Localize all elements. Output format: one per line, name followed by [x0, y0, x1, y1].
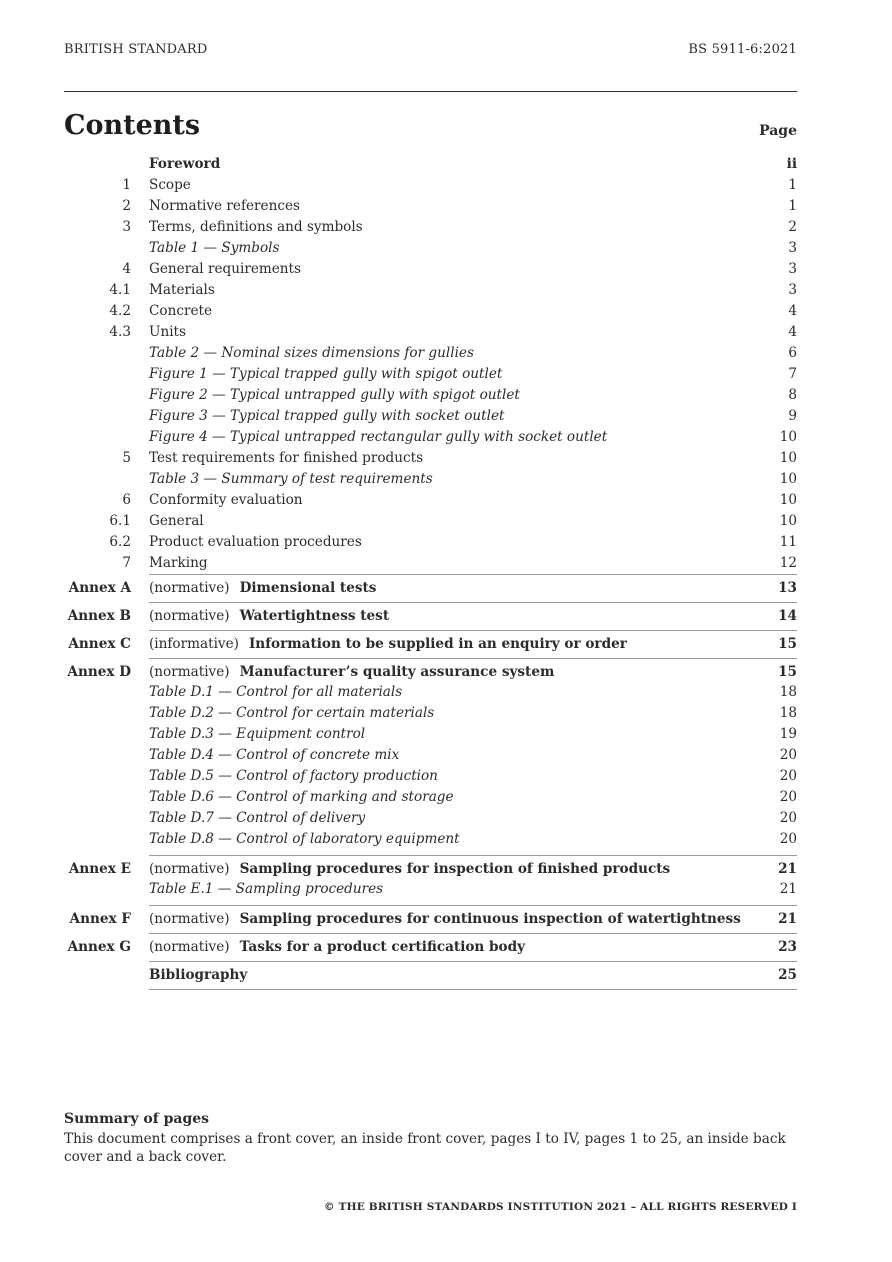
toc-entry-page: 9 — [788, 408, 797, 424]
toc-entry-page: 1 — [788, 198, 797, 214]
annex-subentry-title: Table D.5 — Control of factory production — [149, 768, 438, 784]
annex-title-group — [149, 631, 627, 658]
bibliography-title: Bibliography — [149, 967, 248, 983]
annex-page: 15 — [778, 636, 797, 652]
toc-entry[interactable] — [64, 427, 797, 448]
header-document-number: BS 5911-6:2021 — [688, 42, 797, 57]
annex-subentry-page: 18 — [779, 684, 797, 700]
toc-entry-page: 2 — [788, 219, 797, 235]
toc-entry-page: 3 — [788, 282, 797, 298]
toc-entry-title: General requirements — [149, 261, 301, 277]
annex-entry[interactable] — [64, 934, 797, 961]
toc-entry[interactable] — [64, 364, 797, 385]
annex-page: 21 — [778, 861, 797, 877]
toc-entry-title: Table 1 — Symbols — [149, 240, 280, 256]
toc-entry[interactable] — [64, 532, 797, 553]
toc-entry-number: 6.2 — [109, 534, 131, 550]
toc-entry[interactable] — [64, 280, 797, 301]
toc-entry-title: Figure 2 — Typical untrapped gully with spigot outlet — [149, 387, 520, 403]
page-title: Contents — [64, 110, 201, 141]
toc-entry[interactable] — [64, 406, 797, 427]
annex-title: Sampling procedures for inspection of finished products — [239, 861, 671, 877]
toc-entry-number: 2 — [122, 198, 131, 214]
bibliography-bottom-rule — [149, 989, 797, 990]
toc-entry[interactable] — [64, 238, 797, 259]
toc-entry-page: ii — [786, 156, 797, 172]
annex-title: Dimensional tests — [239, 580, 377, 596]
toc-entry-title: Marking — [149, 555, 208, 571]
annex-subentry-title: Table D.8 — Control of laboratory equipment — [149, 831, 460, 847]
toc-entry[interactable] — [64, 385, 797, 406]
annex-subentry-page: 20 — [779, 789, 797, 805]
annex-subentry-page: 19 — [779, 726, 797, 742]
annex-title: Manufacturer’s quality assurance system — [239, 664, 555, 680]
annex-subentry[interactable] — [64, 879, 797, 900]
annex-label: Annex F — [69, 911, 131, 927]
annex-type: (informative) — [149, 636, 239, 652]
toc-entry[interactable] — [64, 490, 797, 511]
annex-type: (normative) — [149, 911, 230, 927]
toc-entry-page: 10 — [779, 429, 797, 445]
annex-subentry-page: 20 — [779, 768, 797, 784]
bibliography-entry[interactable] — [64, 962, 797, 989]
toc-entry-page: 1 — [788, 177, 797, 193]
toc-entry-page: 12 — [779, 555, 797, 571]
toc-entry[interactable] — [64, 259, 797, 280]
toc-entry-number: 4.2 — [109, 303, 131, 319]
annex-subentry[interactable] — [64, 829, 797, 850]
annex-entry[interactable] — [64, 575, 797, 602]
toc-entry-page: 4 — [788, 303, 797, 319]
annex-subentry[interactable] — [64, 766, 797, 787]
toc-entry-number: 7 — [122, 555, 131, 571]
toc-entry-page: 3 — [788, 261, 797, 277]
toc-entry-title: Foreword — [149, 156, 221, 172]
toc-entry[interactable] — [64, 301, 797, 322]
header-rule — [64, 91, 797, 92]
toc-entry-number: 5 — [122, 450, 131, 466]
annex-title: Tasks for a product certification body — [239, 939, 526, 955]
toc-entry[interactable] — [64, 553, 797, 574]
annex-title-group — [149, 906, 741, 933]
annex-label: Annex E — [68, 861, 131, 877]
annex-subentry[interactable] — [64, 808, 797, 829]
annex-title-group — [149, 575, 376, 602]
toc-entry-title: Scope — [149, 177, 191, 193]
annex-subentry-title: Table D.6 — Control of marking and storage — [149, 789, 454, 805]
annex-label: Annex A — [68, 580, 131, 596]
annex-subentry-page: 20 — [779, 810, 797, 826]
toc-entry-title: Conformity evaluation — [149, 492, 303, 508]
annex-subentry[interactable] — [64, 787, 797, 808]
annex-subentry[interactable] — [64, 724, 797, 745]
toc-entry-number: 1 — [122, 177, 131, 193]
toc-entry-title: Figure 4 — Typical untrapped rectangular gully with socket outlet — [149, 429, 608, 445]
toc-entry-number: 6 — [122, 492, 131, 508]
toc-entry[interactable] — [64, 322, 797, 343]
annex-subentry-page: 21 — [779, 881, 797, 897]
toc-entry-number: 4.3 — [109, 324, 131, 340]
toc-entry-page: 4 — [788, 324, 797, 340]
table-of-contents — [64, 154, 797, 990]
toc-entry-page: 8 — [788, 387, 797, 403]
annex-type: (normative) — [149, 608, 230, 624]
annex-title: Information to be supplied in an enquiry or order — [248, 636, 627, 652]
annex-subentry-title: Table D.4 — Control of concrete mix — [149, 747, 400, 763]
toc-entry-number: 4.1 — [109, 282, 131, 298]
annex-type: (normative) — [149, 861, 230, 877]
annex-subentry-page: 18 — [779, 705, 797, 721]
annex-label: Annex G — [67, 939, 131, 955]
toc-entry-title: Figure 3 — Typical trapped gully with socket outlet — [149, 408, 505, 424]
toc-entry-title: Materials — [149, 282, 215, 298]
annex-subentry[interactable] — [64, 745, 797, 766]
annex-entry[interactable] — [64, 631, 797, 658]
summary-heading: Summary of pages — [64, 1111, 210, 1127]
annex-type: (normative) — [149, 664, 230, 680]
toc-entry[interactable] — [64, 154, 797, 175]
annex-page: 13 — [778, 580, 797, 596]
toc-entry-page: 6 — [788, 345, 797, 361]
bibliography-page: 25 — [778, 967, 797, 983]
toc-entry-title: Test requirements for finished products — [149, 450, 424, 466]
annex-label: Annex B — [67, 608, 131, 624]
annex-subentry-page: 20 — [779, 831, 797, 847]
annex-page: 15 — [778, 664, 797, 680]
annex-title: Sampling procedures for continuous inspection of watertightness — [239, 911, 741, 927]
annex-type: (normative) — [149, 580, 230, 596]
toc-entry[interactable] — [64, 343, 797, 364]
toc-entry-title: General — [149, 513, 204, 529]
annex-subentry-title: Table D.7 — Control of delivery — [149, 810, 366, 826]
toc-entry-number: 6.1 — [109, 513, 131, 529]
toc-entry-number: 3 — [122, 219, 131, 235]
toc-entry[interactable] — [64, 448, 797, 469]
toc-entry[interactable] — [64, 469, 797, 490]
annex-subentry-page: 20 — [779, 747, 797, 763]
annex-subentry-title: Table D.3 — Equipment control — [149, 726, 366, 742]
toc-entry[interactable] — [64, 175, 797, 196]
header-standard-label: BRITISH STANDARD — [64, 42, 208, 57]
annex-title-group — [149, 603, 389, 630]
toc-entry-title: Normative references — [149, 198, 300, 214]
toc-entry-page: 7 — [788, 366, 797, 382]
page-column-label: Page — [759, 123, 797, 139]
toc-entry-title: Terms, definitions and symbols — [149, 219, 363, 235]
annex-entry[interactable] — [64, 603, 797, 630]
toc-entry-title: Figure 1 — Typical trapped gully with spigot outlet — [149, 366, 503, 382]
toc-entry-title: Table 2 — Nominal sizes dimensions for gullies — [149, 345, 474, 361]
annex-title-group — [149, 934, 525, 961]
toc-entry-page: 3 — [788, 240, 797, 256]
annex-subentry[interactable] — [64, 703, 797, 724]
annex-title: Watertightness test — [239, 608, 390, 624]
annex-type: (normative) — [149, 939, 230, 955]
toc-entry-title: Concrete — [149, 303, 213, 319]
annex-subentry-title: Table D.1 — Control for all materials — [149, 684, 403, 700]
toc-entry[interactable] — [64, 511, 797, 532]
toc-entry-title: Table 3 — Summary of test requirements — [149, 471, 433, 487]
toc-entry-page: 11 — [779, 534, 797, 550]
annex-subentry-title: Table D.2 — Control for certain materials — [149, 705, 435, 721]
annex-page: 14 — [778, 608, 797, 624]
toc-entry-page: 10 — [779, 471, 797, 487]
toc-entry-page: 10 — [779, 492, 797, 508]
toc-entry[interactable] — [64, 196, 797, 217]
toc-entry-page: 10 — [779, 513, 797, 529]
annex-page: 23 — [778, 939, 797, 955]
toc-entry-number: 4 — [122, 261, 131, 277]
toc-entry-page: 10 — [779, 450, 797, 466]
annex-entry[interactable] — [64, 906, 797, 933]
annex-subentry-title: Table E.1 — Sampling procedures — [149, 881, 384, 897]
annex-label: Annex D — [67, 664, 131, 680]
toc-entry-title: Units — [149, 324, 186, 340]
annex-label: Annex C — [68, 636, 131, 652]
toc-entry[interactable] — [64, 217, 797, 238]
annex-page: 21 — [778, 911, 797, 927]
toc-entry-title: Product evaluation procedures — [149, 534, 362, 550]
summary-text: This document comprises a front cover, an inside front cover, pages I to IV, pages 1 to 25, an inside back cover and a back cover. — [64, 1131, 786, 1165]
annex-subentry[interactable] — [64, 682, 797, 703]
footer-copyright: © THE BRITISH STANDARDS INSTITUTION 2021 – ALL RIGHTS RESERVED I — [324, 1201, 797, 1213]
